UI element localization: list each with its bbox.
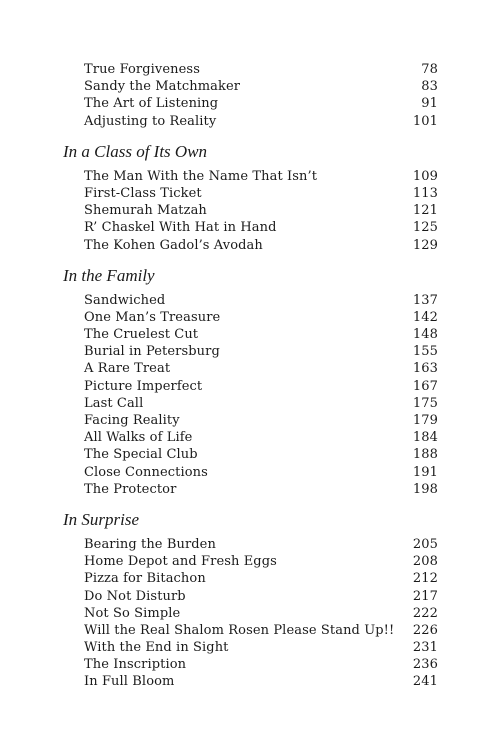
toc-entry-title: True Forgiveness: [84, 62, 200, 77]
section-heading: In the Family: [63, 265, 155, 285]
toc-entry-title: The Special Club: [84, 447, 198, 463]
toc-entry-title: The Protector: [84, 481, 177, 497]
toc-entry-page-number: 91: [421, 96, 438, 112]
toc-entry-title: Do Not Disturb: [84, 588, 186, 604]
toc-entry-title: Facing Reality: [84, 413, 180, 428]
toc-entry-page-number: 125: [412, 220, 438, 236]
toc-entry: [0, 639, 500, 656]
section-heading: In Surprise: [63, 509, 140, 529]
toc-entry-page-number: 241: [412, 674, 438, 690]
toc-entry-title: Adjusting to Reality: [84, 113, 217, 129]
toc-entry-page-number: 137: [412, 292, 438, 308]
toc-entry: [0, 219, 500, 236]
toc-section: [0, 264, 500, 498]
toc-entry-title: The Art of Listening: [84, 96, 219, 112]
toc-entry-title: Picture Imperfect: [84, 378, 203, 394]
toc-entry-title: Pizza for Bitachon: [84, 571, 206, 587]
toc-entry-title: Close Connections: [84, 464, 208, 480]
toc-entry-page-number: 179: [412, 413, 438, 428]
toc-entry-page-number: 175: [412, 395, 438, 411]
toc-entry: [0, 412, 500, 429]
toc-entry: [0, 95, 500, 112]
toc-entry-page-number: 142: [412, 309, 438, 325]
toc-entry: [0, 429, 500, 446]
toc-entry-page-number: 148: [412, 327, 438, 343]
toc-entry-title: With the End in Sight: [84, 640, 229, 656]
toc-entry-page-number: 212: [412, 571, 438, 587]
toc-entry: [0, 326, 500, 343]
toc-entry-page-number: 113: [412, 185, 438, 201]
toc-entry-page-number: 208: [412, 554, 438, 570]
toc-entry-title: Bearing the Burden: [84, 536, 216, 552]
toc-entry-page-number: 155: [412, 344, 438, 360]
toc-entry-title: R’ Chaskel With Hat in Hand: [84, 220, 277, 236]
section-heading: In a Class of Its Own: [63, 141, 208, 161]
toc-entry-page-number: 129: [412, 237, 438, 253]
toc-entry: [0, 309, 500, 326]
toc-entry-title: Home Depot and Fresh Eggs: [84, 554, 277, 570]
toc-entry-title: Sandy the Matchmaker: [84, 79, 241, 95]
toc-entry: [0, 78, 500, 95]
toc-entry: [0, 588, 500, 605]
toc-entry-page-number: 236: [412, 657, 438, 673]
toc-section: [0, 508, 500, 691]
toc-entry-title: Burial in Petersburg: [84, 344, 220, 360]
toc-entry-title: All Walks of Life: [84, 430, 193, 446]
toc-entry: [0, 185, 500, 202]
toc-entry-page-number: 83: [421, 79, 438, 95]
toc-entry: [0, 202, 500, 219]
toc-entry: [0, 553, 500, 570]
toc-entry-title: The Man With the Name That Isn’t: [84, 168, 318, 184]
toc-entry-title: Last Call: [84, 395, 144, 411]
toc-entry: [0, 673, 500, 690]
toc-entry-page-number: 121: [412, 203, 438, 219]
toc-entry-title: The Cruelest Cut: [84, 327, 199, 343]
toc-entry-title: First-Class Ticket: [84, 185, 202, 201]
toc-entry-title: The Inscription: [84, 657, 187, 673]
toc-entry: [0, 61, 500, 78]
toc-entry-page-number: 78: [421, 62, 438, 77]
toc-entry: [0, 605, 500, 622]
toc-entry: [0, 113, 500, 130]
toc-entry-page-number: 188: [412, 447, 438, 463]
toc-entry: [0, 570, 500, 587]
table-of-contents: [0, 61, 500, 691]
toc-entry-page-number: 226: [412, 622, 438, 638]
toc-section: [0, 140, 500, 254]
toc-entry: [0, 237, 500, 254]
toc-entry-title: Shemurah Matzah: [84, 203, 207, 219]
toc-entry: [0, 168, 500, 185]
toc-entry-page-number: 163: [412, 361, 438, 377]
toc-entry: [0, 536, 500, 553]
toc-entry-page-number: 184: [412, 430, 438, 446]
toc-entry-title: A Rare Treat: [84, 361, 171, 377]
toc-entry-page-number: 101: [412, 113, 438, 129]
toc-entry-page-number: 167: [412, 378, 438, 394]
toc-entry-page-number: 205: [412, 536, 438, 552]
toc-entry-page-number: 217: [412, 588, 438, 604]
toc-entry-title: Sandwiched: [84, 292, 166, 308]
toc-entry: [0, 343, 500, 360]
toc-intro-entries: [0, 61, 500, 130]
toc-entry-page-number: 222: [412, 605, 438, 621]
toc-entry-title: One Man’s Treasure: [84, 309, 221, 325]
toc-entry-page-number: 198: [412, 481, 438, 497]
toc-entry-title: Will the Real Shalom Rosen Please Stand Up!!: [84, 622, 395, 638]
toc-entry: [0, 360, 500, 377]
toc-entry: [0, 656, 500, 673]
toc-entry: [0, 292, 500, 309]
toc-entry: [0, 464, 500, 481]
toc-entry-page-number: 191: [412, 464, 438, 480]
toc-entry: [0, 378, 500, 395]
toc-entry-page-number: 109: [412, 168, 438, 184]
toc-entry: [0, 622, 500, 639]
toc-entry: [0, 446, 500, 463]
toc-entry: [0, 395, 500, 412]
toc-entry-title: Not So Simple: [84, 605, 181, 621]
toc-entry-page-number: 231: [412, 640, 438, 656]
toc-sections: [0, 140, 500, 691]
toc-entry: [0, 481, 500, 498]
toc-entry-title: The Kohen Gadol’s Avodah: [84, 237, 263, 253]
toc-entry-title: In Full Bloom: [84, 674, 175, 690]
